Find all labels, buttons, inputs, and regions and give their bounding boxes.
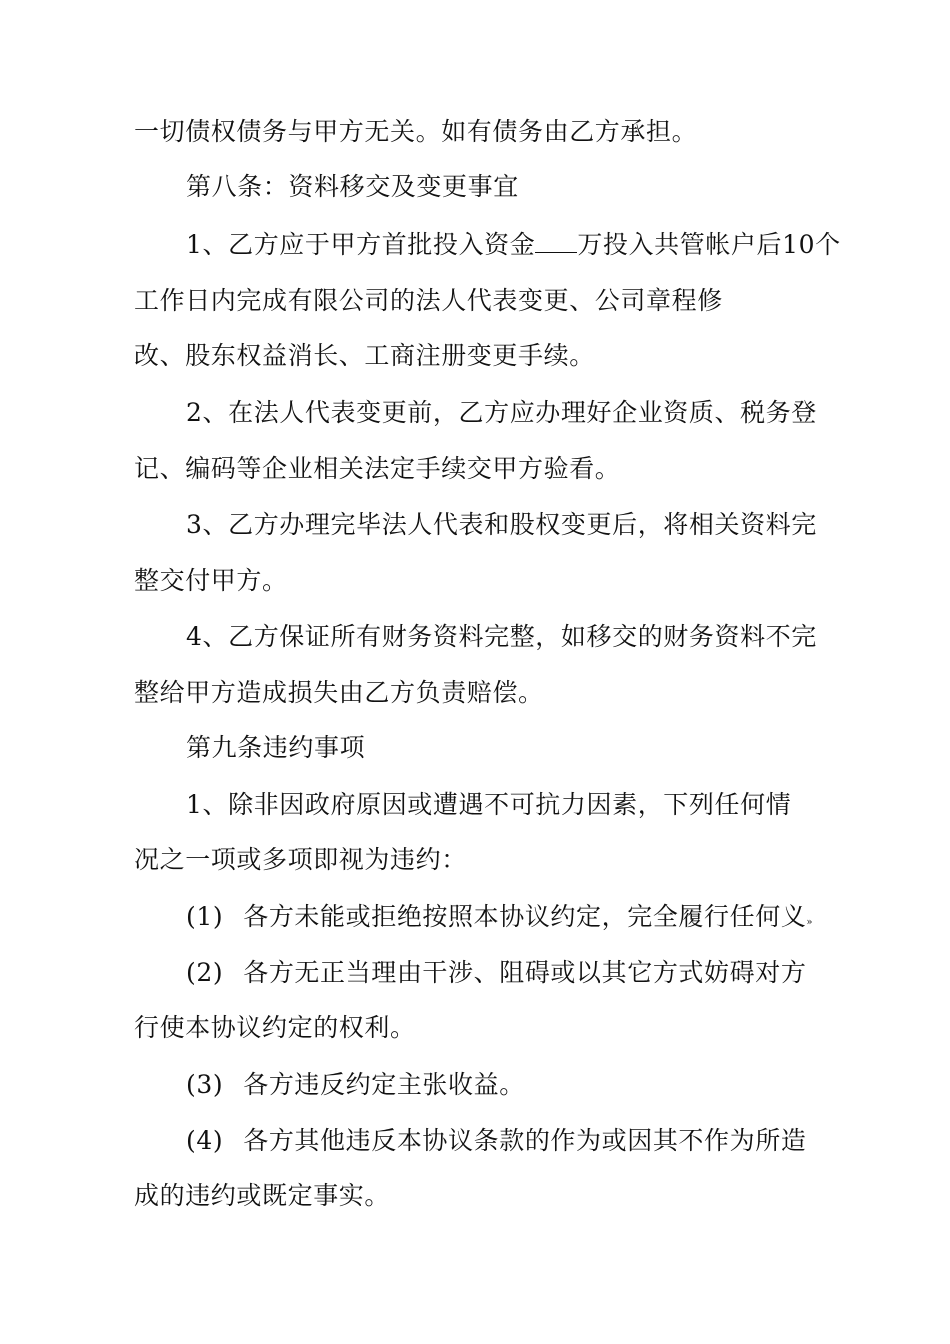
text-line xyxy=(0,112,950,152)
list-item xyxy=(0,897,950,937)
text-line xyxy=(0,785,950,825)
text-line xyxy=(0,449,950,489)
line-text: 行使本协议约定的权利。 xyxy=(134,1013,416,1042)
line-text: 工作日内完成有限公司的法人代表变更、公司章程修 xyxy=(134,286,723,315)
line-text: 4、乙方保证所有财务资料完整，如移交的财务资料不完 xyxy=(186,622,817,651)
item-number: (3) xyxy=(186,1070,224,1099)
item-number: (1) xyxy=(186,902,224,931)
text-line xyxy=(0,1008,950,1048)
article-heading xyxy=(0,728,950,768)
fill-in-blank xyxy=(535,252,577,253)
line-text: 整交付甲方。 xyxy=(134,566,288,595)
line-text: » xyxy=(806,917,814,928)
text-line xyxy=(0,1176,950,1216)
text-line xyxy=(0,505,950,545)
line-text: 各方违反约定主张收益。 xyxy=(243,1070,525,1099)
list-item xyxy=(0,1065,950,1105)
text-line xyxy=(0,225,950,265)
text-line xyxy=(0,673,950,713)
item-number: (4) xyxy=(186,1126,224,1155)
line-text: 万投入共管帐户后10个 xyxy=(577,230,841,259)
line-text: 改、股东权益消长、工商注册变更手续。 xyxy=(134,341,595,370)
text-line xyxy=(0,617,950,657)
list-item xyxy=(0,953,950,993)
line-text: 1、除非因政府原因或遭遇不可抗力因素，下列任何情 xyxy=(186,790,792,819)
line-text: 成的违约或既定事实。 xyxy=(134,1181,391,1210)
line-text: 整给甲方造成损失由乙方负责赔偿。 xyxy=(134,678,544,707)
line-text: 记、编码等企业相关法定手续交甲方验看。 xyxy=(134,454,621,483)
item-number: (2) xyxy=(186,958,224,987)
line-text: 况之一项或多项即视为违约： xyxy=(134,845,467,874)
line-text: 各方未能或拒绝按照本协议约定，完全履行任何义 xyxy=(243,902,807,931)
line-text: 1、乙方应于甲方首批投入资金 xyxy=(186,230,536,259)
list-item xyxy=(0,1121,950,1161)
line-text: 3、乙方办理完毕法人代表和股权变更后，将相关资料完 xyxy=(186,510,817,539)
text-line xyxy=(0,393,950,433)
line-text: 第九条违约事项 xyxy=(186,733,366,762)
text-line xyxy=(0,281,950,321)
line-text: 各方无正当理由干涉、阻碍或以其它方式妨碍对方 xyxy=(243,958,807,987)
text-line xyxy=(0,561,950,601)
line-text: 第八条：资料移交及变更事宜 xyxy=(186,172,519,201)
line-text: 2、在法人代表变更前，乙方应办理好企业资质、税务登 xyxy=(186,398,817,427)
text-line xyxy=(0,336,950,376)
line-text: 一切债权债务与甲方无关。如有债务由乙方承担。 xyxy=(134,117,698,146)
text-line xyxy=(0,840,950,880)
line-text: 各方其他违反本协议条款的作为或因其不作为所造 xyxy=(243,1126,807,1155)
article-heading xyxy=(0,167,950,207)
